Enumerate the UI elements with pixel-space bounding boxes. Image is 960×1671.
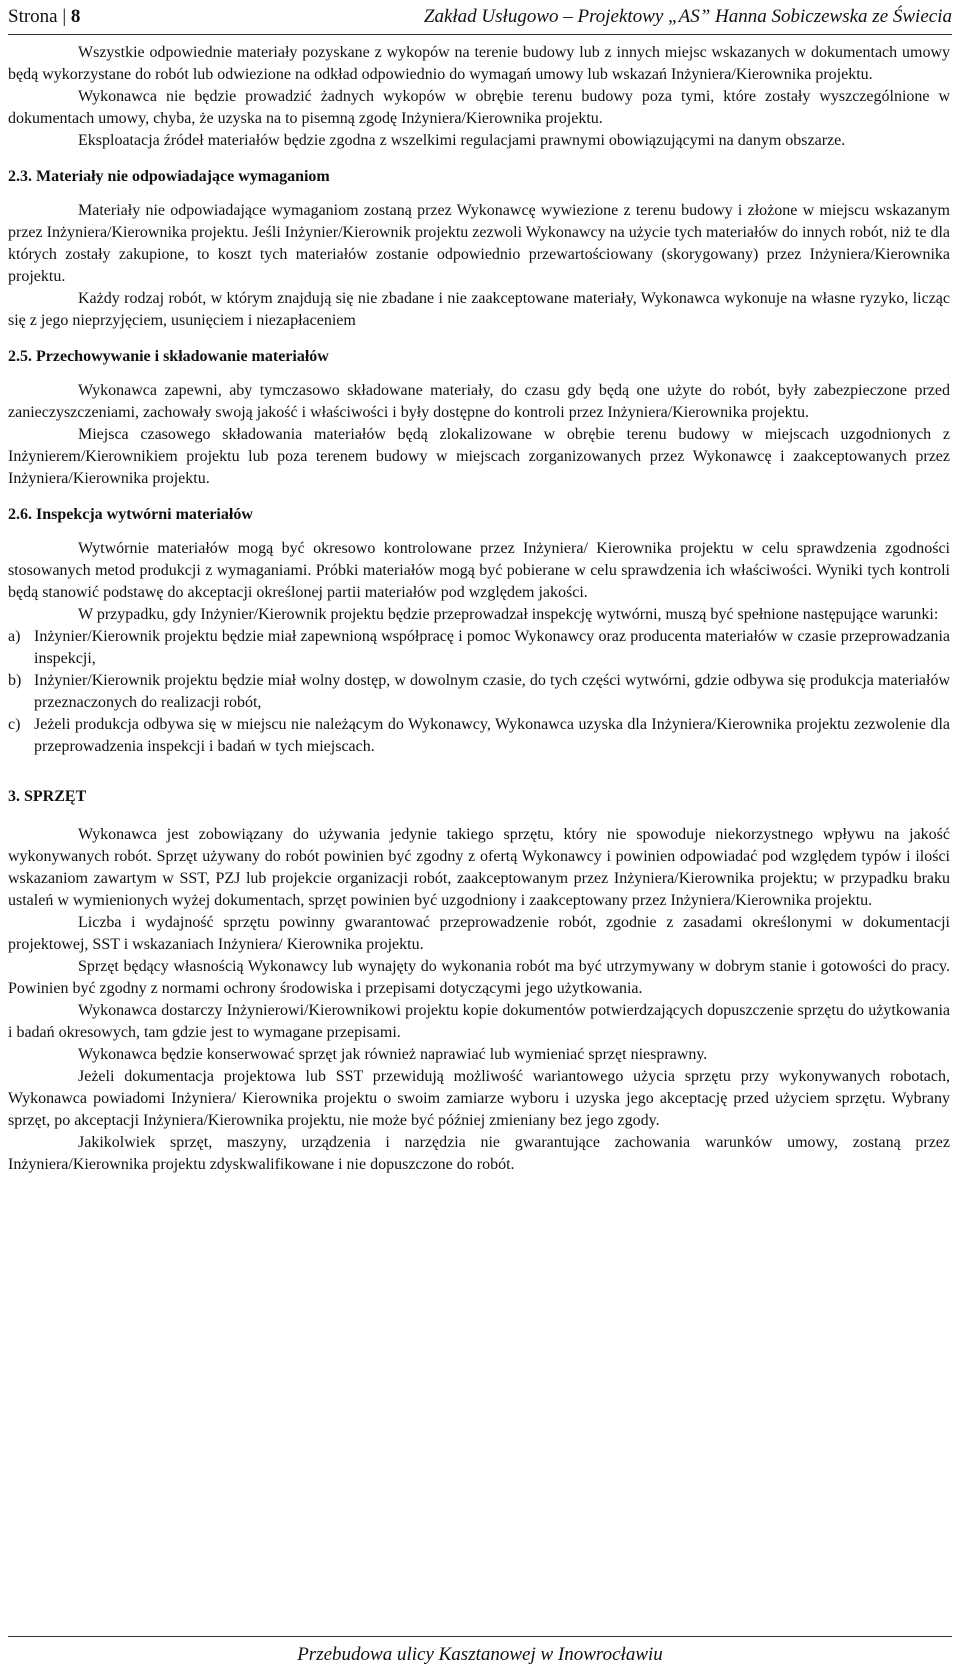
paragraph: Wykonawca jest zobowiązany do używania jedynie takiego sprzętu, który nie spowoduje niekorzystnego wpływu na jakość wykonywanych robót. Sprzęt używany do robót powinien być zgodny z ofertą Wykonawcy i powinien odpowiadać pod względem typów i ilości wskazaniom zawartym w SST, PZJ lub projekcie organizacji robót, zaakceptowanym przez Inżyniera/Kierownika projektu; w przypadku braku ustaleń w wymienionych wyżej dokumentach, sprzęt powinien być uzgodniony i zaakceptowany przez Inżyniera/Kierownika projektu. [8, 826, 950, 909]
paragraph: Wykonawca będzie konserwować sprzęt jak również naprawiać lub wymieniać sprzęt niesprawny. [78, 1046, 708, 1063]
list-item [8, 626, 950, 670]
page-label: Strona [8, 6, 58, 27]
page-separator: | [62, 6, 67, 27]
header-rule [8, 34, 952, 35]
list-item [8, 714, 950, 758]
list-marker: c) [8, 716, 21, 733]
list-item-text: Inżynier/Kierownik projektu będzie miał wolny dostęp, w dowolnym czasie, do tych części wytwórni, gdzie odbywa się produkcja materiałów przeznaczonych do realizacji robót, [34, 672, 950, 711]
list-item-text: Jeżeli produkcja odbywa się w miejscu nie należącym do Wykonawcy, Wykonawca uzyska dla Inżyniera/Kierownika projektu zezwolenie dla przeprowadzenia inspekcji i badań w tych miejscach. [34, 716, 950, 755]
company-name: Zakład Usługowo – Projektowy „AS” Hanna Sobiczewska ze Świecia [423, 6, 952, 27]
paragraph: Materiały nie odpowiadające wymaganiom zostaną przez Wykonawcę wywiezione z terenu budowy i złożone w miejscu wskazanym przez Inżyniera/Kierownika projektu. Jeśli Inżynier/Kierownik projektu zezwoli Wykonawcy na użycie tych materiałów do innych robót, niż te dla których zostały zakupione, to koszt tych materiałów zostanie odpowiednio przewartościowany (skorygowany) przez Inżyniera/Kierownika projektu. [8, 202, 950, 285]
paragraph: W przypadku, gdy Inżynier/Kierownik projektu będzie przeprowadzał inspekcję wytwórni, muszą być spełnione następujące warunki: [78, 606, 939, 623]
paragraph: Wytwórnie materiałów mogą być okresowo kontrolowane przez Inżyniera/ Kierownika projektu w celu sprawdzenia zgodności stosowanych metod produkcji z wymaganiami. Próbki materiałów mogą być pobierane w celu sprawdzenia ich właściwości. Wyniki tych kontroli będą stanowić podstawę do akceptacji określonej partii materiałów pod względem jakości. [8, 540, 950, 601]
paragraph: Wszystkie odpowiednie materiały pozyskane z wykopów na terenie budowy lub z innych miejsc wskazanych w dokumentach umowy będą wykorzystane do robót lub odwiezione na odkład odpowiednio do wymagań umowy lub wskazań Inżyniera/Kierownika projektu. [8, 44, 950, 83]
paragraph: Jeżeli dokumentacja projektowa lub SST przewidują możliwość wariantowego użycia sprzętu przy wykonywanych robotach, Wykonawca powiadomi Inżyniera/ Kierownika projektu o swoim zamiarze wyboru i uzyska jego akceptację przed użyciem sprzętu. Wybrany sprzęt, po akceptacji Inżyniera/Kierownika projektu, nie może być później zmieniany bez jego zgody. [8, 1068, 950, 1129]
list-item-text: Inżynier/Kierownik projektu będzie miał zapewnioną współpracę i pomoc Wykonawcy oraz producenta materiałów w czasie przeprowadzania inspekcji, [34, 628, 950, 667]
page-footer [8, 1636, 952, 1667]
paragraph: Eksploatacja źródeł materiałów będzie zgodna z wszelkimi regulacjami prawnymi obowiązującymi na danym obszarze. [78, 132, 846, 149]
page-number-label [8, 4, 80, 30]
section-heading-2-3: 2.3. Materiały nie odpowiadające wymaganiom [8, 168, 330, 185]
list-marker: b) [8, 672, 22, 689]
footer-text: Przebudowa ulicy Kasztanowej w Inowrocławiu [297, 1644, 663, 1665]
paragraph: Miejsca czasowego składowania materiałów będą zlokalizowane w obrębie terenu budowy w miejscach uzgodnionych z Inżynierem/Kierownikiem projektu lub poza terenem budowy w miejscach zorganizowanych przez Wykonawcę i zaakceptowanych przez Inżyniera/Kierownika projektu. [8, 426, 950, 487]
list-item [8, 670, 950, 714]
paragraph: Wykonawca dostarczy Inżynierowi/Kierownikowi projektu kopie dokumentów potwierdzających dopuszczenie sprzętu do użytkowania i badań okresowych, tam gdzie jest to wymagane przepisami. [8, 1002, 950, 1041]
list-marker: a) [8, 628, 21, 645]
section-heading-2-6: 2.6. Inspekcja wytwórni materiałów [8, 506, 253, 523]
conditions-list [8, 626, 950, 758]
page-number: 8 [70, 6, 81, 27]
paragraph: Liczba i wydajność sprzętu powinny gwarantować przeprowadzenie robót, zgodnie z zasadami określonymi w dokumentacji projektowej, SST i wskazaniach Inżyniera/ Kierownika projektu. [8, 914, 950, 953]
paragraph: Wykonawca zapewni, aby tymczasowo składowane materiały, do czasu gdy będą one użyte do robót, były zabezpieczone przed zanieczyszczeniami, zachowały swoją jakość i właściwości i były dostępne do kontroli przez Inżyniera/Kierownika projektu. [8, 382, 950, 421]
paragraph: Sprzęt będący własnością Wykonawcy lub wynajęty do wykonania robót ma być utrzymywany w dobrym stanie i gotowości do pracy. Powinien być zgodny z normami ochrony środowiska i przepisami dotyczącymi jego użytkowania. [8, 958, 950, 997]
section-heading-3: 3. SPRZĘT [8, 788, 87, 805]
paragraph: Wykonawca nie będzie prowadzić żadnych wykopów w obrębie terenu budowy poza tymi, które zostały wyszczególnione w dokumentach umowy, chyba, że uzyska na to pisemną zgodę Inżyniera/Kierownika projektu. [8, 88, 950, 127]
document-body [8, 42, 950, 1176]
paragraph: Każdy rodzaj robót, w którym znajdują się nie zbadane i nie zaakceptowane materiały, Wykonawca wykonuje na własne ryzyko, licząc się z jego nieprzyjęciem, usunięciem i niezapłaceniem [8, 290, 950, 329]
page-header [8, 4, 952, 30]
section-heading-2-5: 2.5. Przechowywanie i składowanie materiałów [8, 348, 329, 365]
paragraph: Jakikolwiek sprzęt, maszyny, urządzenia i narzędzia nie gwarantujące zachowania warunków umowy, zostaną przez Inżyniera/Kierownika projektu zdyskwalifikowane i nie dopuszczone do robót. [8, 1134, 950, 1173]
